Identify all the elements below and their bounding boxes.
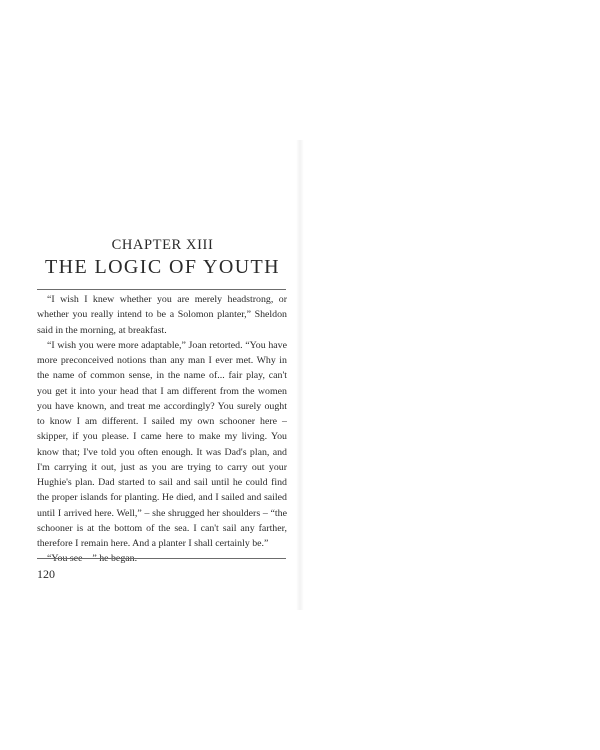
page-number-left: 120 — [37, 567, 55, 581]
body-paragraph: “I wish you were more adaptable,” Joan retorted. “You have more preconceived notions than any man I ever met. Why in the name of common sense, in the name of... fair play, can't you get it into your head that I am different from the women you have known, and treat me accordingly? You surely ought to know I am different. I sailed my own schooner here – skipper, if you please. I came here to make my living. You know that; I've told you often enough. It was Dad's plan, and I'm carrying it out, just as you are trying to carry out your Hughie's plan. Dad started to sail and sail until he could find the proper islands for planting. He died, and I sailed and sailed until I arrived here. Well,” – she shrugged her shoulders – “the schooner is at the bottom of the sea. I can't sail any farther, therefore I remain here. And a planter I shall certainly be.” — [37, 339, 287, 549]
chapter-title: THE LOGIC OF YOUTH — [45, 256, 280, 278]
chapter-heading-rule — [37, 289, 286, 290]
left-page-body — [37, 292, 287, 567]
chapter-number: CHAPTER XIII — [111, 237, 214, 253]
body-paragraph: “I wish I knew whether you are merely headstrong, or whether you really intend to be a Solomon planter,” Sheldon said in the morning, at breakfast. — [37, 294, 287, 336]
footer-rule — [37, 558, 286, 559]
right-page — [300, 0, 600, 750]
